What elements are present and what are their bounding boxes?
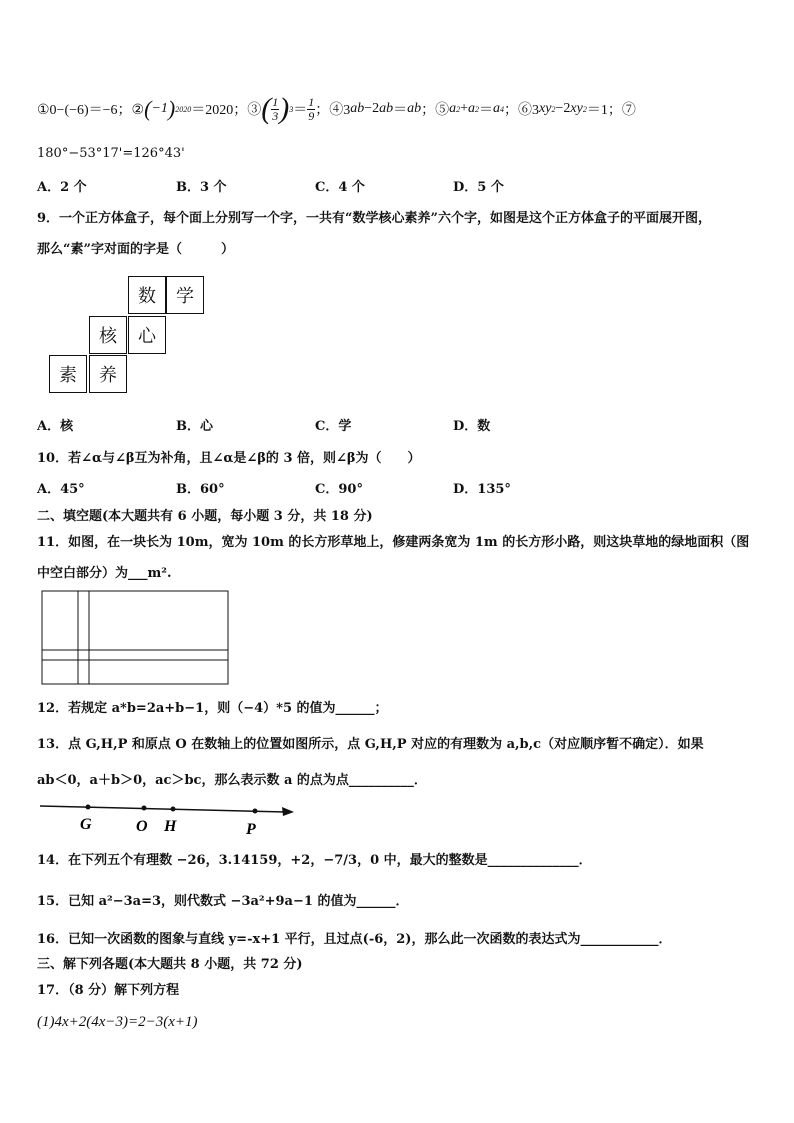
q10-option-a: A．45° [37, 482, 85, 497]
net-cell-he: 核 [89, 316, 127, 354]
point-h-dot [171, 807, 176, 812]
section-2-heading: 二、填空题(本大题共有 6 小题，每小题 3 分，共 18 分) [37, 509, 373, 524]
point-g-label: G [80, 816, 92, 833]
q9-option-d: D．数 [453, 419, 491, 434]
point-o-dot [142, 806, 147, 811]
q9-stem-line-1: 9．一个正方体盒子，每个面上分别写一个字，一共有“数学核心素养”六个字，如图是这个正方体盒子的平面展开图， [37, 211, 712, 226]
q8-expression-line-2: 180°−53°17'=126°43' [37, 146, 185, 161]
q10-stem: 10．若∠α与∠β互为补角，且∠α是∠β的 3 倍，则∠β为（ ） [37, 451, 421, 466]
number-line-arrow [282, 807, 294, 816]
point-p-label: P [246, 821, 256, 838]
q8-option-a: A．2 个 [37, 180, 87, 195]
q10-option-c: C．90° [315, 482, 363, 497]
q17-equation-1: (1)4x+2(4x−3)=2−3(x+1) [37, 1014, 198, 1030]
q9-option-b: B．心 [176, 419, 213, 434]
net-cell-yang: 养 [89, 355, 127, 393]
q8-option-b: B．3 个 [176, 180, 227, 195]
number-line-figure [36, 798, 298, 838]
q9-option-c: C．学 [315, 419, 352, 434]
net-cell-shu: 数 [128, 276, 166, 314]
q11-stem-line-1: 11．如图，在一块长为 10m，宽为 10m 的长方形草地上，修建两条宽为 1m 的长方形小路，则这块草地的绿地面积（图 [37, 535, 750, 550]
q9-option-a: A．核 [37, 419, 74, 434]
q9-stem-line-2: 那么“素”字对面的字是（ ） [37, 242, 234, 257]
q15-stem: 15．已知 a²−3a=3，则代数式 −3a²+9a−1 的值为______． [37, 894, 409, 909]
section-3-heading: 三、解下列各题(本大题共 8 小题，共 72 分) [37, 957, 303, 972]
point-o-label: O [136, 818, 148, 835]
net-cell-xin: 心 [128, 316, 166, 354]
q10-option-b: B．60° [176, 482, 225, 497]
q13-stem-line-1: 13．点 G,H,P 和原点 O 在数轴上的位置如图所示，点 G,H,P 对应的有理数为 a,b,c（对应顺序暂不确定）．如果 [37, 737, 704, 752]
q13-stem-line-2: ab＜0，a＋b＞0，ac＞bc，那么表示数 a 的点为点__________． [37, 773, 427, 788]
net-cell-su: 素 [49, 355, 87, 393]
lawn-figure [41, 590, 231, 686]
lawn-outline [42, 591, 228, 684]
q12-stem: 12．若规定 a*b=2a+b−1，则（−4）*5 的值为______； [37, 701, 388, 716]
q8-option-d: D．5 个 [453, 180, 504, 195]
point-p-dot [253, 809, 258, 814]
q11-stem-line-2: 中空白部分）为___m². [37, 566, 172, 581]
q8-expression-line: ①0−(−6)＝−6；② ( −1 ) 2020 ＝2020；③ ( $\frac{1}{3}$ ) 3 ＝ $\frac{1}{9}$ ；④3 ab −2 ab ＝ ab ；⑤ a 2 + a 2 ＝ a 4 ；⑥3 xy 2 −2 xy 2 ＝1；⑦ [37, 92, 636, 125]
q17-stem: 17．（8 分）解下列方程 [37, 983, 180, 998]
q10-option-d: D．135° [453, 482, 511, 497]
net-cell-xue: 学 [166, 276, 204, 314]
point-g-dot [86, 805, 91, 810]
q16-stem: 16．已知一次函数的图象与直线 y=-x+1 平行，且过点(-6，2)，那么此一次函数的表达式为____________． [37, 932, 672, 947]
number-line-axis [40, 806, 286, 812]
q14-stem: 14．在下列五个有理数 −26，3.14159，+2，−7/3，0 中，最大的整数是______________． [37, 853, 592, 868]
point-h-label: H [164, 818, 177, 835]
q8-option-c: C．4 个 [315, 180, 365, 195]
